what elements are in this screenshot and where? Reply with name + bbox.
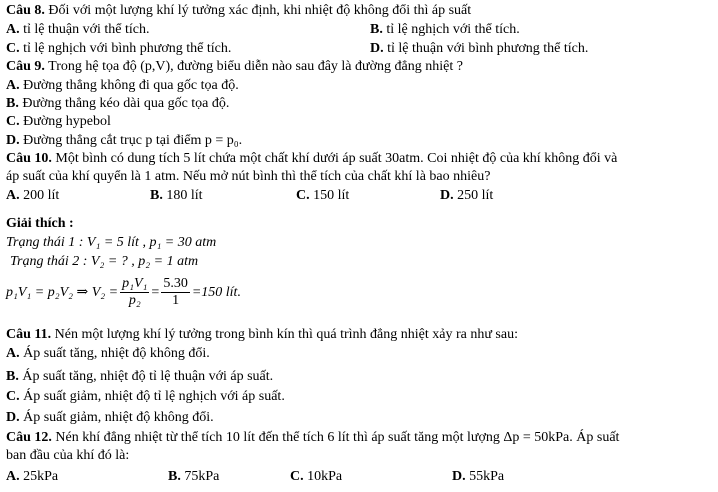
q8-option-a: A. tỉ lệ thuận với thể tích.: [6, 22, 150, 37]
question-12-text-line2: ban đầu của khí đó là:: [6, 448, 130, 463]
q11-option-b: B. Áp suất tăng, nhiệt độ tỉ lệ thuận với áp suất.: [6, 369, 274, 384]
question-10-stem: [6, 150, 617, 168]
question-8-text: Đối với một lượng khí lý tưởng xác định, khi nhiệt độ không đổi thì áp suất: [44, 3, 472, 18]
question-10-label: Câu 10.: [6, 151, 52, 166]
q10-option-a: A. 200 lít: [6, 188, 60, 203]
q9-option-a: A. Đường thẳng không đi qua gốc tọa độ.: [6, 78, 239, 93]
q8-option-b: B. tỉ lệ nghịch với thể tích.: [370, 22, 520, 37]
solution-state-2: Trạng thái 2 : V₂ = ? , p₂ = 1 atm: [10, 254, 199, 269]
solution-state-1: Trạng thái 1 : V₁ = 5 lít , p₁ = 30 atm: [6, 235, 217, 250]
question-9-text: Trong hệ tọa độ (p,V), đường biểu diễn nào sau đây là đường đẳng nhiệt ?: [44, 59, 463, 74]
fraction-numeric: $\frac{5.30}{1}$: [163, 276, 188, 309]
question-12-label: Câu 12.: [6, 430, 52, 445]
q12-option-d: D. 55kPa: [452, 469, 505, 484]
q11-option-a: A. Áp suất tăng, nhiệt độ không đổi.: [6, 346, 210, 361]
q9-option-c: C. Đường hypebol: [6, 114, 111, 129]
q10-option-b: B. 180 lít: [150, 188, 203, 203]
q11-option-c: C. Áp suất giảm, nhiệt độ tỉ lệ nghịch với áp suất.: [6, 389, 285, 404]
question-8-stem: [6, 2, 471, 20]
question-12-stem: [6, 429, 619, 447]
q8-option-d: D. tỉ lệ thuận với bình phương thể tích.: [370, 41, 589, 56]
question-8-label: Câu 8.: [6, 3, 45, 18]
q9-option-b: B. Đường thẳng kéo dài qua gốc tọa độ.: [6, 96, 230, 111]
q10-option-d: D. 250 lít: [440, 188, 494, 203]
equation-result: =150 lít.: [191, 285, 241, 300]
question-9-stem: [6, 58, 463, 76]
q9-option-d: D. Đường thẳng cắt trục p tại điểm p = p₀.: [6, 133, 243, 148]
solution-equation: p₁V₁ = p₂V₂ ⇒ V₂ = $\frac{\text{p₁V₁}}{\text{p₂}}$ = $\frac{5.30}{1}$ =150 lít.: [6, 276, 241, 309]
q12-option-b: B. 75kPa: [168, 469, 220, 484]
question-12-text-line1: Nén khí đẳng nhiệt từ thể tích 10 lít đến thể tích 6 lít thì áp suất tăng một lượng Δp = 50kPa. Áp suất: [51, 430, 620, 445]
question-11-label: Câu 11.: [6, 327, 52, 342]
question-9-label: Câu 9.: [6, 59, 45, 74]
question-10-text-line2: áp suất của khí quyển là 1 atm. Nếu mở nút bình thì thể tích của chất khí là bao nhiêu?: [6, 169, 491, 184]
q8-option-c: C. tỉ lệ nghịch với bình phương thể tích.: [6, 41, 232, 56]
q12-option-c: C. 10kPa: [290, 469, 343, 484]
question-10-text-line1: Một bình có dung tích 5 lít chứa một chất khí dưới áp suất 30atm. Coi nhiệt độ của khí không đổi và: [51, 151, 618, 166]
q12-option-a: A. 25kPa: [6, 469, 59, 484]
solution-heading: Giải thích :: [6, 216, 74, 231]
equation-left: p₁V₁ = p₂V₂ ⇒ V₂ =: [6, 285, 119, 300]
q10-option-c: C. 150 lít: [296, 188, 350, 203]
fraction-pv: $\frac{\text{p₁V₁}}{\text{p₂}}$: [122, 276, 148, 309]
q11-option-d: D. Áp suất giảm, nhiệt độ không đổi.: [6, 410, 214, 425]
question-11-text: Nén một lượng khí lý tưởng trong bình kín thì quá trình đẳng nhiệt xảy ra như sau:: [51, 327, 518, 342]
question-11-stem: [6, 326, 518, 344]
